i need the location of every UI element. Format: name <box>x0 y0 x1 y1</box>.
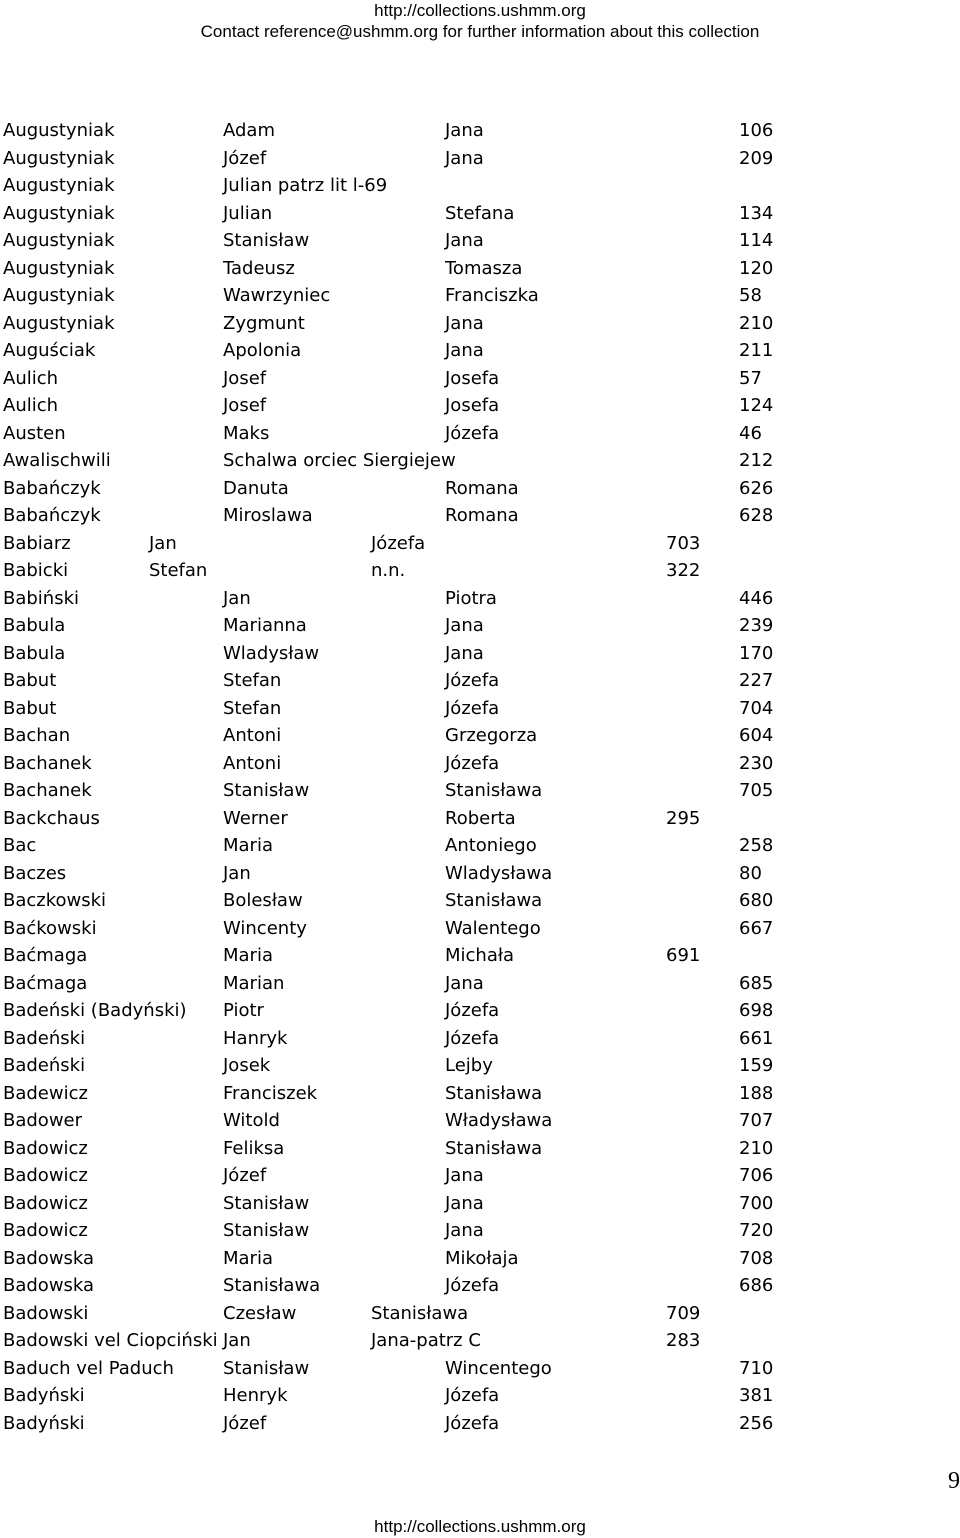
surname-cell: Badeński <box>3 1055 86 1076</box>
parent-name-cell: Jana <box>445 642 484 664</box>
list-row <box>0 970 960 998</box>
surname-cell: Babiarz <box>3 532 71 554</box>
given-name-cell: Josef <box>223 367 267 389</box>
parent-name-cell: Josefa <box>445 395 500 416</box>
number-cell: 211 <box>739 340 774 361</box>
given-name-cell: Franciszek <box>223 1082 318 1104</box>
number-cell: 210 <box>739 1137 774 1159</box>
given-name-cell: Stanisław <box>223 230 310 251</box>
given-name-cell: Josek <box>223 1055 271 1076</box>
surname-cell: Baćmaga <box>3 972 88 994</box>
number-cell: 604 <box>739 725 774 746</box>
parent-name-cell: Grzegorza <box>445 725 538 746</box>
number-cell: 628 <box>739 505 774 526</box>
list-row <box>0 1052 960 1080</box>
parent-name-cell: Stanisława <box>445 780 543 801</box>
list-row <box>0 777 960 805</box>
surname-cell: Badowski vel Ciopciński <box>3 1330 218 1351</box>
parent-name-cell: Jana <box>445 120 484 141</box>
list-row <box>0 1410 960 1438</box>
given-name-cell: Julian <box>223 202 273 224</box>
list-row <box>0 1300 960 1328</box>
surname-cell: Baczes <box>3 862 67 884</box>
given-name-cell: Piotr <box>223 1000 264 1021</box>
list-row <box>0 392 960 420</box>
surname-cell: Babut <box>3 670 57 691</box>
number-cell: 691 <box>666 945 701 966</box>
given-name-cell: Maria <box>223 945 273 966</box>
number-cell: 188 <box>739 1082 774 1104</box>
list-row <box>0 612 960 640</box>
given-name-cell: Hanryk <box>223 1027 288 1049</box>
parent-name-cell: Józefa <box>445 1027 500 1049</box>
number-cell: 661 <box>739 1027 774 1049</box>
parent-name-cell: Józefa <box>445 670 500 691</box>
parent-name-cell: Roberta <box>445 807 516 829</box>
number-cell: 227 <box>739 670 774 691</box>
number-cell: 120 <box>739 257 774 279</box>
given-name-cell: Henryk <box>223 1385 288 1406</box>
given-name-cell: Apolonia <box>223 340 302 361</box>
number-cell: 704 <box>739 697 774 719</box>
list-row <box>0 145 960 173</box>
given-name-cell: Antoni <box>223 725 282 746</box>
surname-cell: Augustyniak <box>3 175 115 196</box>
list-row <box>0 750 960 778</box>
given-name-cell: Stanisława <box>223 1275 321 1296</box>
list-row <box>0 282 960 310</box>
given-name-cell: Stanisław <box>223 1220 310 1241</box>
number-cell: 703 <box>666 532 701 554</box>
list-row <box>0 365 960 393</box>
number-cell: 134 <box>739 202 774 224</box>
number-cell: 710 <box>739 1357 774 1379</box>
surname-cell: Bachan <box>3 725 71 746</box>
parent-name-cell: Józefa <box>445 697 500 719</box>
parent-name-cell: Józefa <box>445 1000 500 1021</box>
given-name-cell: Wawrzyniec <box>223 285 331 306</box>
given-name-cell: Maria <box>223 835 273 856</box>
number-cell: 707 <box>739 1110 774 1131</box>
parent-name-cell: Mikołaja <box>445 1247 519 1269</box>
given-name-cell: Schalwa orciec Siergiejew <box>223 450 456 471</box>
footer-url: http://collections.ushmm.org <box>374 1517 586 1536</box>
number-cell: 230 <box>739 752 774 774</box>
parent-name-cell: Stanisława <box>445 1082 543 1104</box>
parent-name-cell: Józefa <box>445 1275 500 1296</box>
list-row <box>0 1162 960 1190</box>
list-row <box>0 695 960 723</box>
surname-cell: Austen <box>3 422 66 444</box>
list-row <box>0 805 960 833</box>
number-cell: 446 <box>739 587 774 609</box>
surname-cell: Babula <box>3 615 66 636</box>
parent-name-cell: n.n. <box>371 560 406 581</box>
parent-name-cell: Stanisława <box>371 1302 469 1324</box>
list-row <box>0 420 960 448</box>
surname-cell: Augustyniak <box>3 120 115 141</box>
number-cell: 170 <box>739 642 774 664</box>
given-name-cell: Jan <box>223 1330 251 1351</box>
surname-cell: Augustyniak <box>3 312 115 334</box>
parent-name-cell: Jana <box>445 1165 484 1186</box>
list-row <box>0 475 960 503</box>
list-row <box>0 1217 960 1245</box>
parent-name-cell: Jana <box>445 230 484 251</box>
surname-cell: Aulich <box>3 367 59 389</box>
parent-name-cell: Josefa <box>445 367 500 389</box>
given-name-cell: Danuta <box>223 477 289 499</box>
surname-cell: Badyński <box>3 1412 85 1434</box>
number-cell: 685 <box>739 972 774 994</box>
given-name-cell: Czesław <box>223 1302 297 1324</box>
number-cell: 212 <box>739 450 774 471</box>
parent-name-cell: Jana <box>445 340 484 361</box>
number-cell: 124 <box>739 395 774 416</box>
given-name-cell: Witold <box>223 1110 280 1131</box>
given-name-cell: Stefan <box>149 560 208 581</box>
number-cell: 106 <box>739 120 774 141</box>
list-row <box>0 200 960 228</box>
surname-cell: Augustyniak <box>3 147 115 169</box>
given-name-cell: Wincenty <box>223 917 307 939</box>
surname-cell: Badowicz <box>3 1137 88 1159</box>
surname-cell: Badeński <box>3 1027 86 1049</box>
given-name-cell: Józef <box>223 147 267 169</box>
surname-cell: Augustyniak <box>3 202 115 224</box>
given-name-cell: Marianna <box>223 615 307 636</box>
list-row <box>0 887 960 915</box>
given-name-cell: Josef <box>223 395 267 416</box>
surname-cell: Bac <box>3 835 37 856</box>
given-name-cell: Stefan <box>223 670 282 691</box>
given-name-cell: Wladysław <box>223 642 320 664</box>
list-row <box>0 172 960 200</box>
surname-cell: Badowska <box>3 1247 95 1269</box>
list-row <box>0 447 960 475</box>
parent-name-cell: Jana-patrz C <box>371 1330 481 1351</box>
list-row <box>0 117 960 145</box>
parent-name-cell: Stefana <box>445 202 515 224</box>
given-name-cell: Bolesław <box>223 890 303 911</box>
parent-name-cell: Antoniego <box>445 835 537 856</box>
parent-name-cell: Jana <box>445 312 484 334</box>
given-name-cell: Adam <box>223 120 275 141</box>
given-name-cell: Marian <box>223 972 285 994</box>
surname-cell: Badowicz <box>3 1165 88 1186</box>
surname-cell: Badeński (Badyński) <box>3 1000 187 1021</box>
given-name-cell: Józef <box>223 1412 267 1434</box>
surname-cell: Aulich <box>3 395 59 416</box>
number-cell: 57 <box>739 367 762 389</box>
surname-cell: Babula <box>3 642 66 664</box>
list-row <box>0 1025 960 1053</box>
surname-cell: Backchaus <box>3 807 100 829</box>
surname-cell: Babańczyk <box>3 505 101 526</box>
number-cell: 720 <box>739 1220 774 1241</box>
parent-name-cell: Romana <box>445 477 519 499</box>
surname-cell: Badowicz <box>3 1192 88 1214</box>
number-cell: 698 <box>739 1000 774 1021</box>
list-row <box>0 530 960 558</box>
list-row <box>0 722 960 750</box>
parent-name-cell: Wladysława <box>445 862 553 884</box>
given-name-cell: Werner <box>223 807 288 829</box>
number-cell: 706 <box>739 1165 774 1186</box>
list-row <box>0 585 960 613</box>
given-name-cell: Miroslawa <box>223 505 313 526</box>
parent-name-cell: Jana <box>445 147 484 169</box>
surname-cell: Badowski <box>3 1302 89 1324</box>
parent-name-cell: Jana <box>445 615 484 636</box>
parent-name-cell: Józefa <box>445 1385 500 1406</box>
list-row <box>0 942 960 970</box>
surname-cell: Badowska <box>3 1275 95 1296</box>
given-name-cell: Feliksa <box>223 1137 285 1159</box>
surname-cell: Badewicz <box>3 1082 88 1104</box>
parent-name-cell: Józefa <box>445 422 500 444</box>
parent-name-cell: Walentego <box>445 917 541 939</box>
list-row <box>0 227 960 255</box>
given-name-cell: Zygmunt <box>223 312 305 334</box>
number-cell: 256 <box>739 1412 774 1434</box>
parent-name-cell: Stanisława <box>445 1137 543 1159</box>
list-row <box>0 337 960 365</box>
given-name-cell: Julian patrz lit l-69 <box>223 175 388 196</box>
parent-name-cell: Józefa <box>445 752 500 774</box>
surname-cell: Babiński <box>3 587 80 609</box>
surname-cell: Auguściak <box>3 340 96 361</box>
list-row <box>0 832 960 860</box>
list-row <box>0 557 960 585</box>
list-row <box>0 1190 960 1218</box>
number-cell: 159 <box>739 1055 774 1076</box>
parent-name-cell: Franciszka <box>445 285 539 306</box>
given-name-cell: Stanisław <box>223 1192 310 1214</box>
number-cell: 322 <box>666 560 701 581</box>
number-cell: 210 <box>739 312 774 334</box>
surname-cell: Badower <box>3 1110 83 1131</box>
list-row <box>0 1355 960 1383</box>
number-cell: 209 <box>739 147 774 169</box>
page-number: 9 <box>948 1468 960 1494</box>
list-row <box>0 915 960 943</box>
number-cell: 709 <box>666 1302 701 1324</box>
given-name-cell: Jan <box>223 587 251 609</box>
parent-name-cell: Jana <box>445 972 484 994</box>
number-cell: 114 <box>739 230 774 251</box>
number-cell: 239 <box>739 615 774 636</box>
list-row <box>0 1382 960 1410</box>
given-name-cell: Stefan <box>223 697 282 719</box>
surname-cell: Babicki <box>3 560 69 581</box>
list-row <box>0 997 960 1025</box>
given-name-cell: Antoni <box>223 752 282 774</box>
number-cell: 58 <box>739 285 762 306</box>
header-contact: Contact reference@ushmm.org for further information about this collection <box>200 22 760 41</box>
parent-name-cell: Jana <box>445 1192 484 1214</box>
number-cell: 381 <box>739 1385 774 1406</box>
parent-name-cell: Władysława <box>445 1110 553 1131</box>
list-row <box>0 640 960 668</box>
number-cell: 667 <box>739 917 774 939</box>
number-cell: 705 <box>739 780 774 801</box>
surname-cell: Baćkowski <box>3 917 97 939</box>
parent-name-cell: Józefa <box>371 532 426 554</box>
list-row <box>0 667 960 695</box>
number-cell: 46 <box>739 422 762 444</box>
parent-name-cell: Stanisława <box>445 890 543 911</box>
list-row <box>0 1245 960 1273</box>
number-cell: 700 <box>739 1192 774 1214</box>
given-name-cell: Józef <box>223 1165 267 1186</box>
surname-cell: Babańczyk <box>3 477 101 499</box>
list-row <box>0 1080 960 1108</box>
surname-cell: Awalischwili <box>3 450 111 471</box>
given-name-cell: Maks <box>223 422 270 444</box>
list-row <box>0 1107 960 1135</box>
number-cell: 708 <box>739 1247 774 1269</box>
list-row <box>0 1135 960 1163</box>
surname-cell: Baćmaga <box>3 945 88 966</box>
parent-name-cell: Michała <box>445 945 515 966</box>
surname-cell: Badyński <box>3 1385 85 1406</box>
number-cell: 626 <box>739 477 774 499</box>
surname-cell: Baczkowski <box>3 890 107 911</box>
name-list <box>0 117 960 1437</box>
header-url: http://collections.ushmm.org <box>374 1 586 20</box>
parent-name-cell: Piotra <box>445 587 497 609</box>
list-row <box>0 310 960 338</box>
list-row <box>0 502 960 530</box>
parent-name-cell: Tomasza <box>445 257 523 279</box>
list-row <box>0 255 960 283</box>
number-cell: 80 <box>739 862 762 884</box>
parent-name-cell: Lejby <box>445 1055 493 1076</box>
surname-cell: Bachanek <box>3 780 92 801</box>
number-cell: 283 <box>666 1330 701 1351</box>
surname-cell: Baduch vel Paduch <box>3 1357 174 1379</box>
given-name-cell: Stanisław <box>223 780 310 801</box>
parent-name-cell: Józefa <box>445 1412 500 1434</box>
parent-name-cell: Jana <box>445 1220 484 1241</box>
number-cell: 295 <box>666 807 701 829</box>
parent-name-cell: Romana <box>445 505 519 526</box>
given-name-cell: Tadeusz <box>223 257 295 279</box>
surname-cell: Augustyniak <box>3 257 115 279</box>
list-row <box>0 860 960 888</box>
given-name-cell: Stanisław <box>223 1357 310 1379</box>
number-cell: 686 <box>739 1275 774 1296</box>
surname-cell: Augustyniak <box>3 230 115 251</box>
surname-cell: Badowicz <box>3 1220 88 1241</box>
list-row <box>0 1327 960 1355</box>
list-row <box>0 1272 960 1300</box>
given-name-cell: Jan <box>149 532 177 554</box>
number-cell: 680 <box>739 890 774 911</box>
surname-cell: Babut <box>3 697 57 719</box>
given-name-cell: Maria <box>223 1247 273 1269</box>
surname-cell: Bachanek <box>3 752 92 774</box>
parent-name-cell: Wincentego <box>445 1357 552 1379</box>
given-name-cell: Jan <box>223 862 251 884</box>
number-cell: 258 <box>739 835 774 856</box>
surname-cell: Augustyniak <box>3 285 115 306</box>
